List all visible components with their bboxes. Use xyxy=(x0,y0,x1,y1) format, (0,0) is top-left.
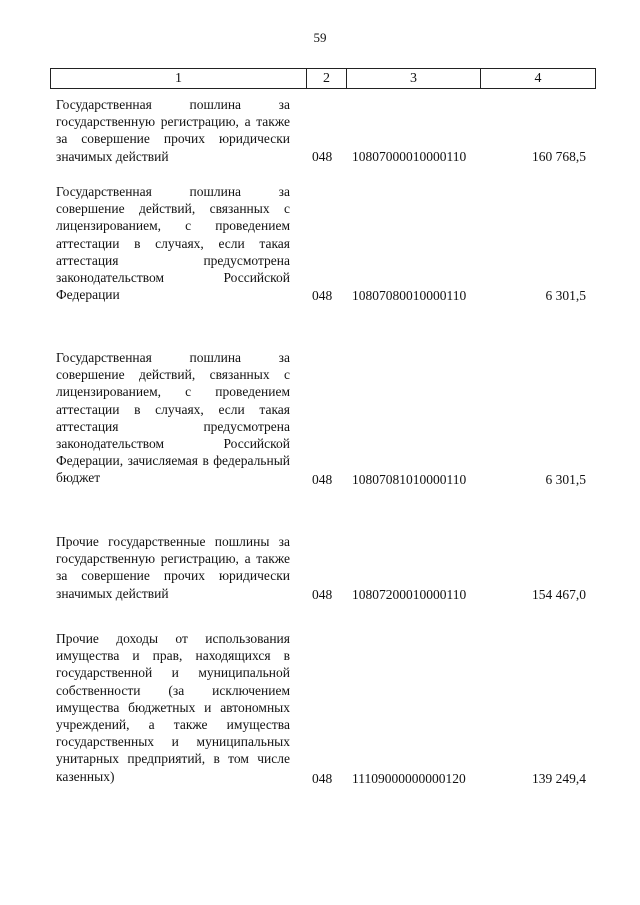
row-amount: 160 768,5 xyxy=(532,149,586,164)
row-admin-code: 048 xyxy=(312,288,333,303)
row-description: Государственная пошлина за совершение действий, связанных с лицензированием, с проведением аттестации в случаях, если такая аттестация предусмотрена законодательством Российской Федерации, зачисляемая в федеральный бюджет xyxy=(56,350,290,486)
row-kbk-code: 10807080010000110 xyxy=(352,288,467,303)
row-amount: 6 301,5 xyxy=(545,472,586,487)
row-admin-code: 048 xyxy=(312,472,333,487)
row-description: Государственная пошлина за совершение действий, связанных с лицензированием, с проведением аттестации в случаях, если такая аттестация предусмотрена законодательством Российской Федерации xyxy=(56,184,290,303)
row-admin-code: 048 xyxy=(312,587,333,602)
row-kbk-code: 11109000000000120 xyxy=(352,771,466,786)
row-kbk-code: 10807081010000110 xyxy=(352,472,467,487)
row-admin-code: 048 xyxy=(312,771,333,786)
header-col-4: 4 xyxy=(534,70,542,86)
row-kbk-code: 10807200010000110 xyxy=(352,587,467,602)
row-amount: 139 249,4 xyxy=(532,771,586,786)
header-col-3: 3 xyxy=(347,69,481,88)
row-amount: 6 301,5 xyxy=(545,288,586,303)
header-col-2: 2 xyxy=(307,69,347,88)
row-admin-code: 048 xyxy=(312,149,333,164)
row-kbk-code: 10807000010000110 xyxy=(352,149,467,164)
row-description: Прочие доходы от использования имущества и прав, находящихся в государственной и муниципальной собственности (за исключением имущества бюджетных и автономных учреждений, а также имущества государственных и муниципальных унитарных предприятий, в том числе казенных) xyxy=(56,631,290,784)
row-amount: 154 467,0 xyxy=(532,587,586,602)
table-header-row xyxy=(50,68,596,89)
page-number: 59 xyxy=(313,30,327,45)
row-description: Прочие государственные пошлины за государственную регистрацию, а также за совершение прочих юридически значимых действий xyxy=(56,534,290,601)
row-description: Государственная пошлина за государственную регистрацию, а также за совершение прочих юридически значимых действий xyxy=(56,97,290,164)
header-col-1: 1 xyxy=(51,69,307,88)
